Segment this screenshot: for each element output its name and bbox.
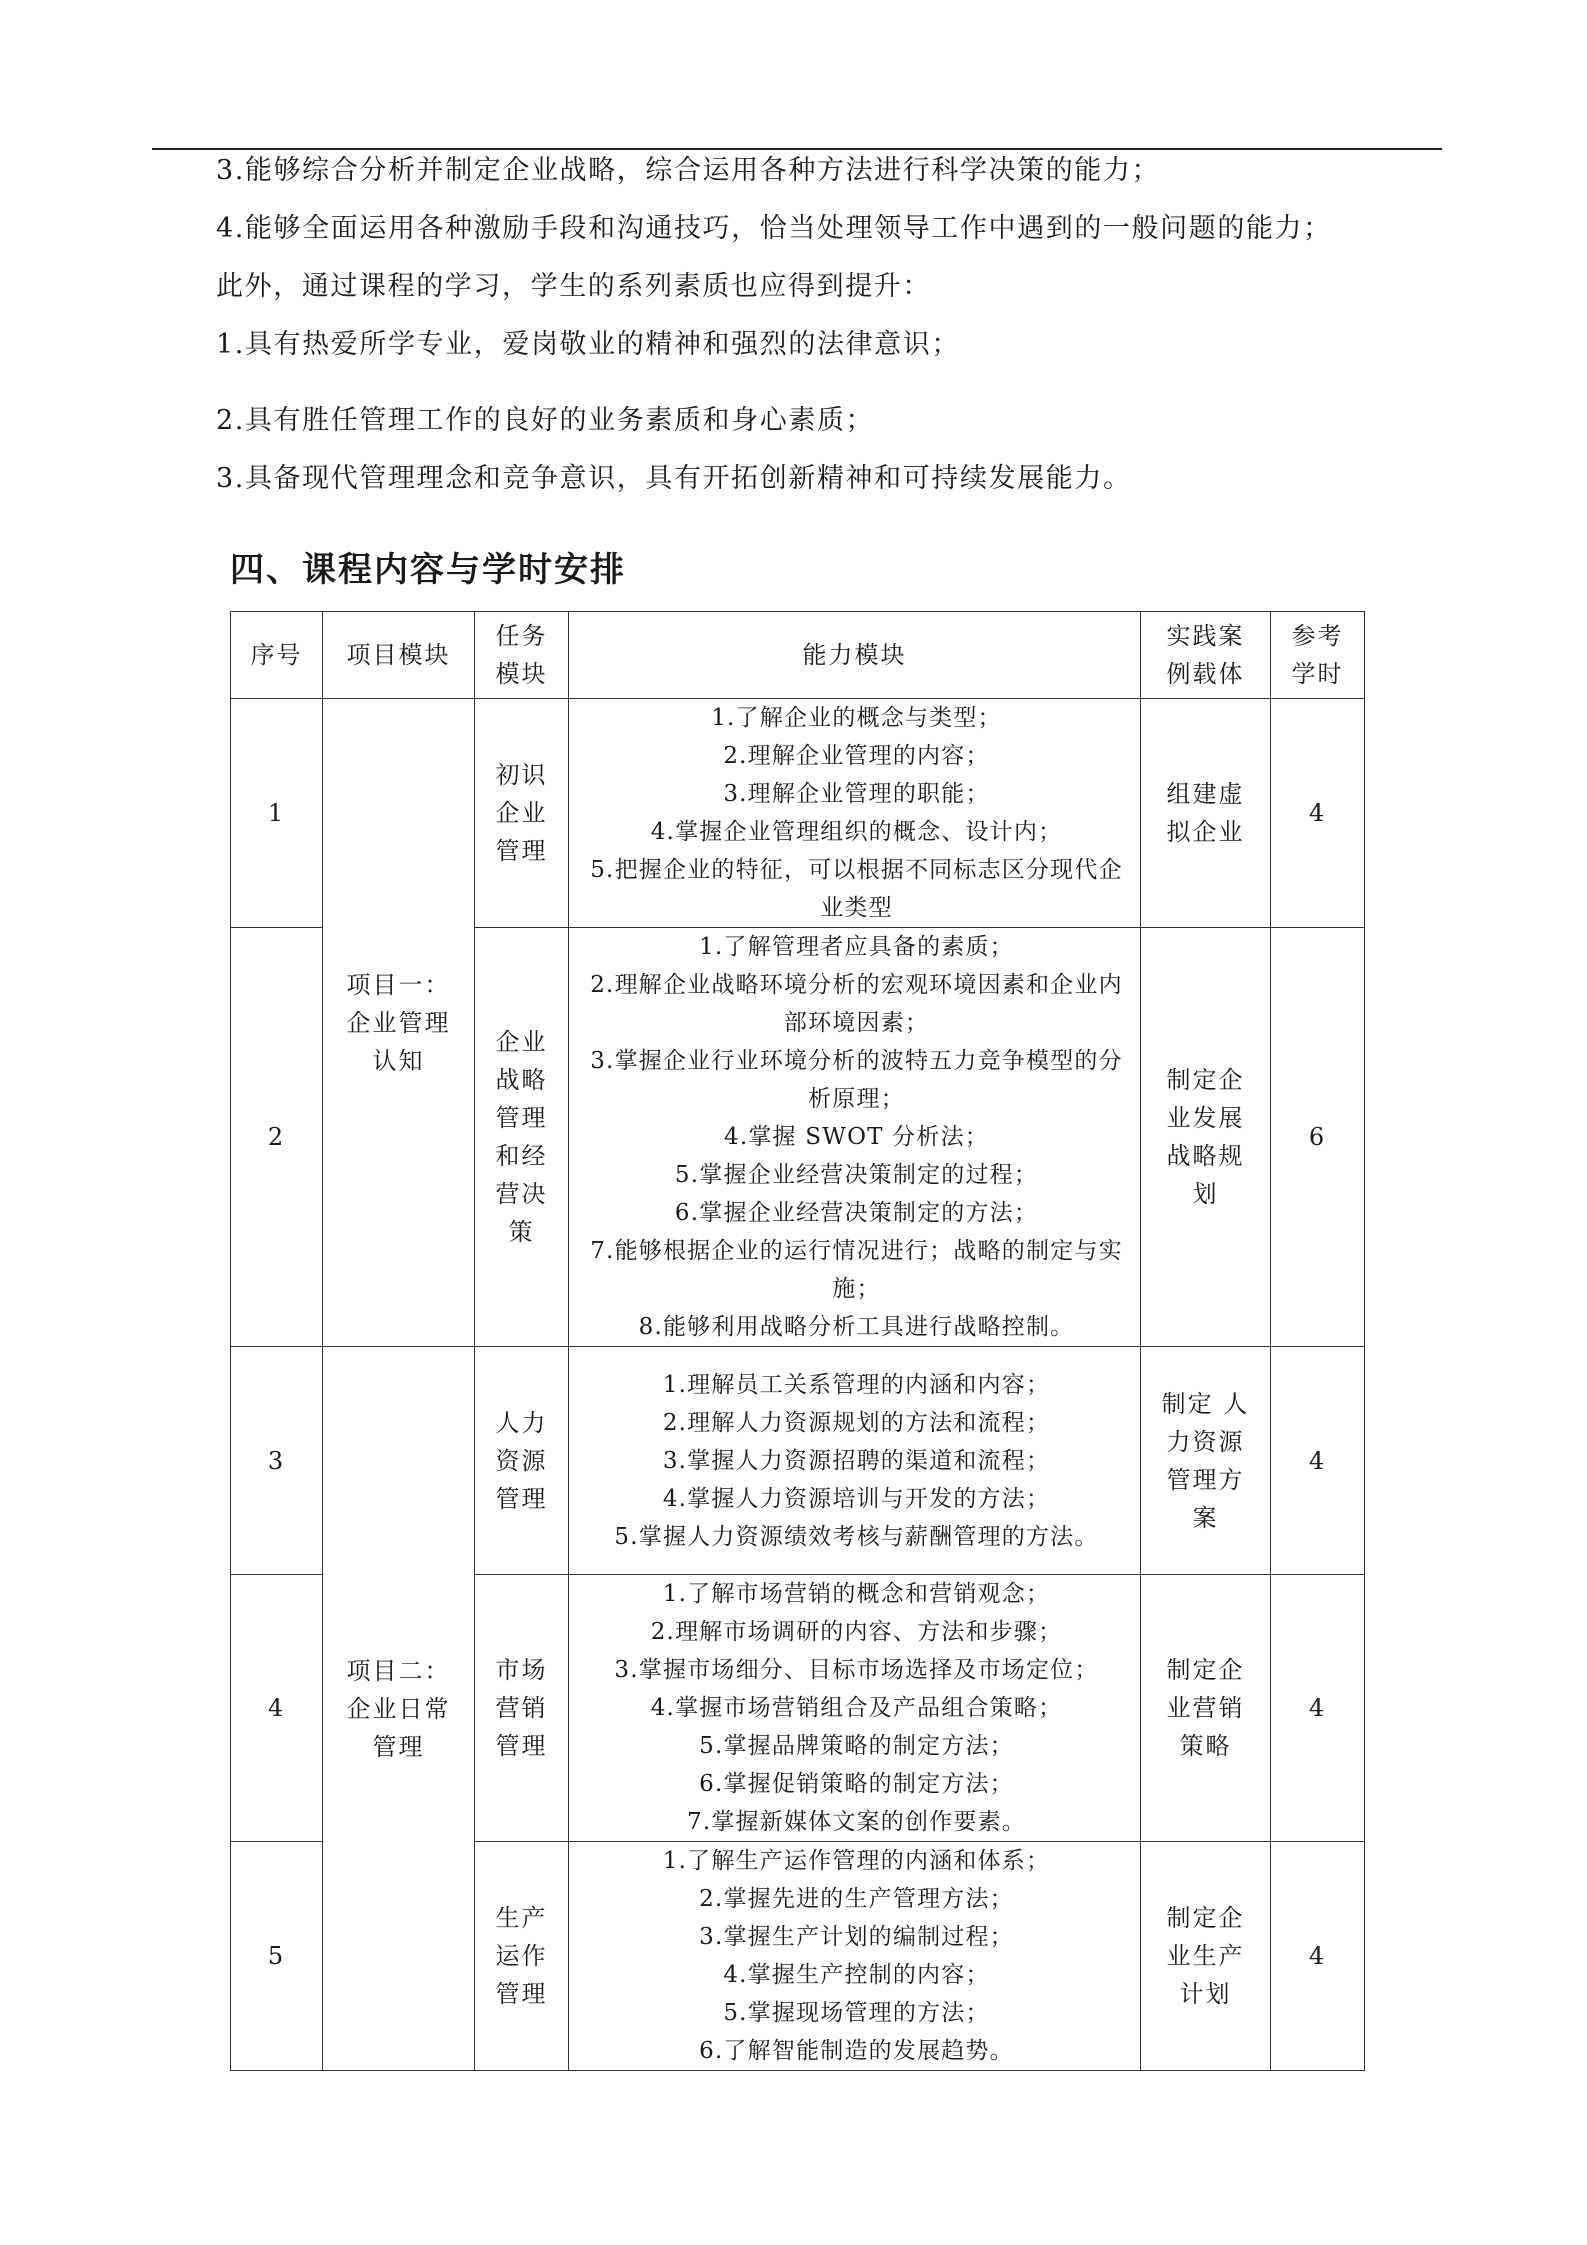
table-row (231, 1347, 1365, 1575)
ability-item: 2.掌握先进的生产管理方法； (699, 1886, 1014, 1912)
ability-item: 1.了解市场营销的概念和营销观念； (662, 1581, 1051, 1607)
project-group: 项目一：企业管理认知 (323, 699, 475, 1347)
ability-item: 4.掌握生产控制的内容； (723, 1962, 990, 1988)
header-case: 实践案例载体 (1141, 612, 1271, 699)
ability-item: 6.掌握企业经营决策制定的方法； (674, 1200, 1039, 1226)
practice-case: 制定企业营销策略 (1141, 1575, 1271, 1842)
reference-hours: 4 (1271, 1347, 1365, 1575)
row-number: 5 (231, 1842, 323, 2071)
intro-line: 2.具有胜任管理工作的良好的业务素质和身心素质； (216, 405, 875, 436)
ability-item: 2.理解企业战略环境分析的宏观环境因素和企业内部环境因素； (590, 972, 1123, 1036)
ability-item: 4.掌握企业管理组织的概念、设计内； (650, 819, 1063, 845)
ability-item: 1.了解生产运作管理的内涵和体系； (662, 1848, 1051, 1874)
ability-item: 7.掌握新媒体文案的创作要素。 (687, 1809, 1026, 1835)
intro-line: 1.具有热爱所学专业，爱岗敬业的精神和强烈的法律意识； (216, 329, 960, 360)
ability-item: 5.掌握品牌策略的制定方法； (699, 1733, 1014, 1759)
intro-line: 4.能够全面运用各种激励手段和沟通技巧，恰当处理领导工作中遇到的一般问题的能力； (216, 213, 1332, 244)
table-header-row (231, 612, 1365, 699)
header-hours: 参考学时 (1271, 612, 1365, 699)
table-row (231, 699, 1365, 928)
ability-item: 5.掌握现场管理的方法； (723, 2000, 990, 2026)
ability-item: 5.把握企业的特征，可以根据不同标志区分现代企业类型 (590, 857, 1123, 921)
ability-item: 3.掌握企业行业环境分析的波特五力竞争模型的分析原理； (590, 1048, 1123, 1112)
project-group: 项目二：企业日常管理 (323, 1347, 475, 2071)
ability-list (569, 1575, 1141, 1842)
ability-item: 7.能够根据企业的运行情况进行；战略的制定与实施； (590, 1238, 1123, 1302)
ability-item: 1.理解员工关系管理的内涵和内容； (662, 1371, 1051, 1398)
ability-list (569, 1347, 1141, 1575)
reference-hours: 6 (1271, 928, 1365, 1347)
row-number: 1 (231, 699, 323, 928)
ability-item: 4.掌握 SWOT 分析法； (724, 1124, 989, 1150)
reference-hours: 4 (1271, 1575, 1365, 1842)
task-module: 生产运作管理 (475, 1842, 569, 2071)
ability-item: 3.掌握人力资源招聘的渠道和流程； (662, 1447, 1051, 1474)
ability-item: 1.了解企业的概念与类型； (711, 705, 1002, 731)
ability-item: 6.了解智能制造的发展趋势。 (699, 2038, 1014, 2064)
curriculum-table (230, 611, 1365, 2071)
ability-item: 3.理解企业管理的职能； (723, 781, 990, 807)
reference-hours: 4 (1271, 1842, 1365, 2071)
ability-list (569, 699, 1141, 928)
ability-item: 3.掌握生产计划的编制过程； (699, 1924, 1014, 1950)
ability-list (569, 1842, 1141, 2071)
intro-line: 此外，通过课程的学习，学生的系列素质也应得到提升： (216, 271, 931, 302)
task-module: 企业战略管理和经营决策 (475, 928, 569, 1347)
ability-item: 2.理解市场调研的内容、方法和步骤； (650, 1619, 1063, 1645)
header-task: 任务模块 (475, 612, 569, 699)
ability-item: 3.掌握市场细分、目标市场选择及市场定位； (614, 1657, 1099, 1683)
ability-item: 8.能够利用战略分析工具进行战略控制。 (638, 1314, 1075, 1340)
header-project: 项目模块 (323, 612, 475, 699)
row-number: 4 (231, 1575, 323, 1842)
section-heading: 四、课程内容与学时安排 (230, 550, 626, 590)
ability-item: 4.掌握市场营销组合及产品组合策略； (650, 1695, 1063, 1721)
practice-case: 制定 人力资源管理方案 (1141, 1347, 1271, 1575)
row-number: 2 (231, 928, 323, 1347)
ability-item: 5.掌握企业经营决策制定的过程； (674, 1162, 1039, 1188)
row-number: 3 (231, 1347, 323, 1575)
intro-line: 3.具备现代管理理念和竞争意识，具有开拓创新精神和可持续发展能力。 (216, 463, 1132, 494)
ability-list (569, 928, 1141, 1347)
practice-case: 制定企业发展战略规划 (1141, 928, 1271, 1347)
task-module: 人力资源管理 (475, 1347, 569, 1575)
task-module: 市场营销管理 (475, 1575, 569, 1842)
practice-case: 组建虚拟企业 (1141, 699, 1271, 928)
intro-line: 3.能够综合分析并制定企业战略，综合运用各种方法进行科学决策的能力； (216, 155, 1161, 186)
ability-item: 6.掌握促销策略的制定方法； (699, 1771, 1014, 1797)
header-ability: 能力模块 (569, 612, 1141, 699)
ability-item: 2.理解人力资源规划的方法和流程； (662, 1409, 1051, 1436)
ability-item: 1.了解管理者应具备的素质； (699, 934, 1014, 960)
ability-item: 2.理解企业管理的内容； (723, 743, 990, 769)
header-no: 序号 (231, 612, 323, 699)
header-rule (152, 148, 1442, 150)
practice-case: 制定企业生产计划 (1141, 1842, 1271, 2071)
task-module: 初识企业管理 (475, 699, 569, 928)
ability-item: 5.掌握人力资源绩效考核与薪酬管理的方法。 (614, 1523, 1099, 1550)
ability-item: 4.掌握人力资源培训与开发的方法； (662, 1485, 1051, 1512)
reference-hours: 4 (1271, 699, 1365, 928)
